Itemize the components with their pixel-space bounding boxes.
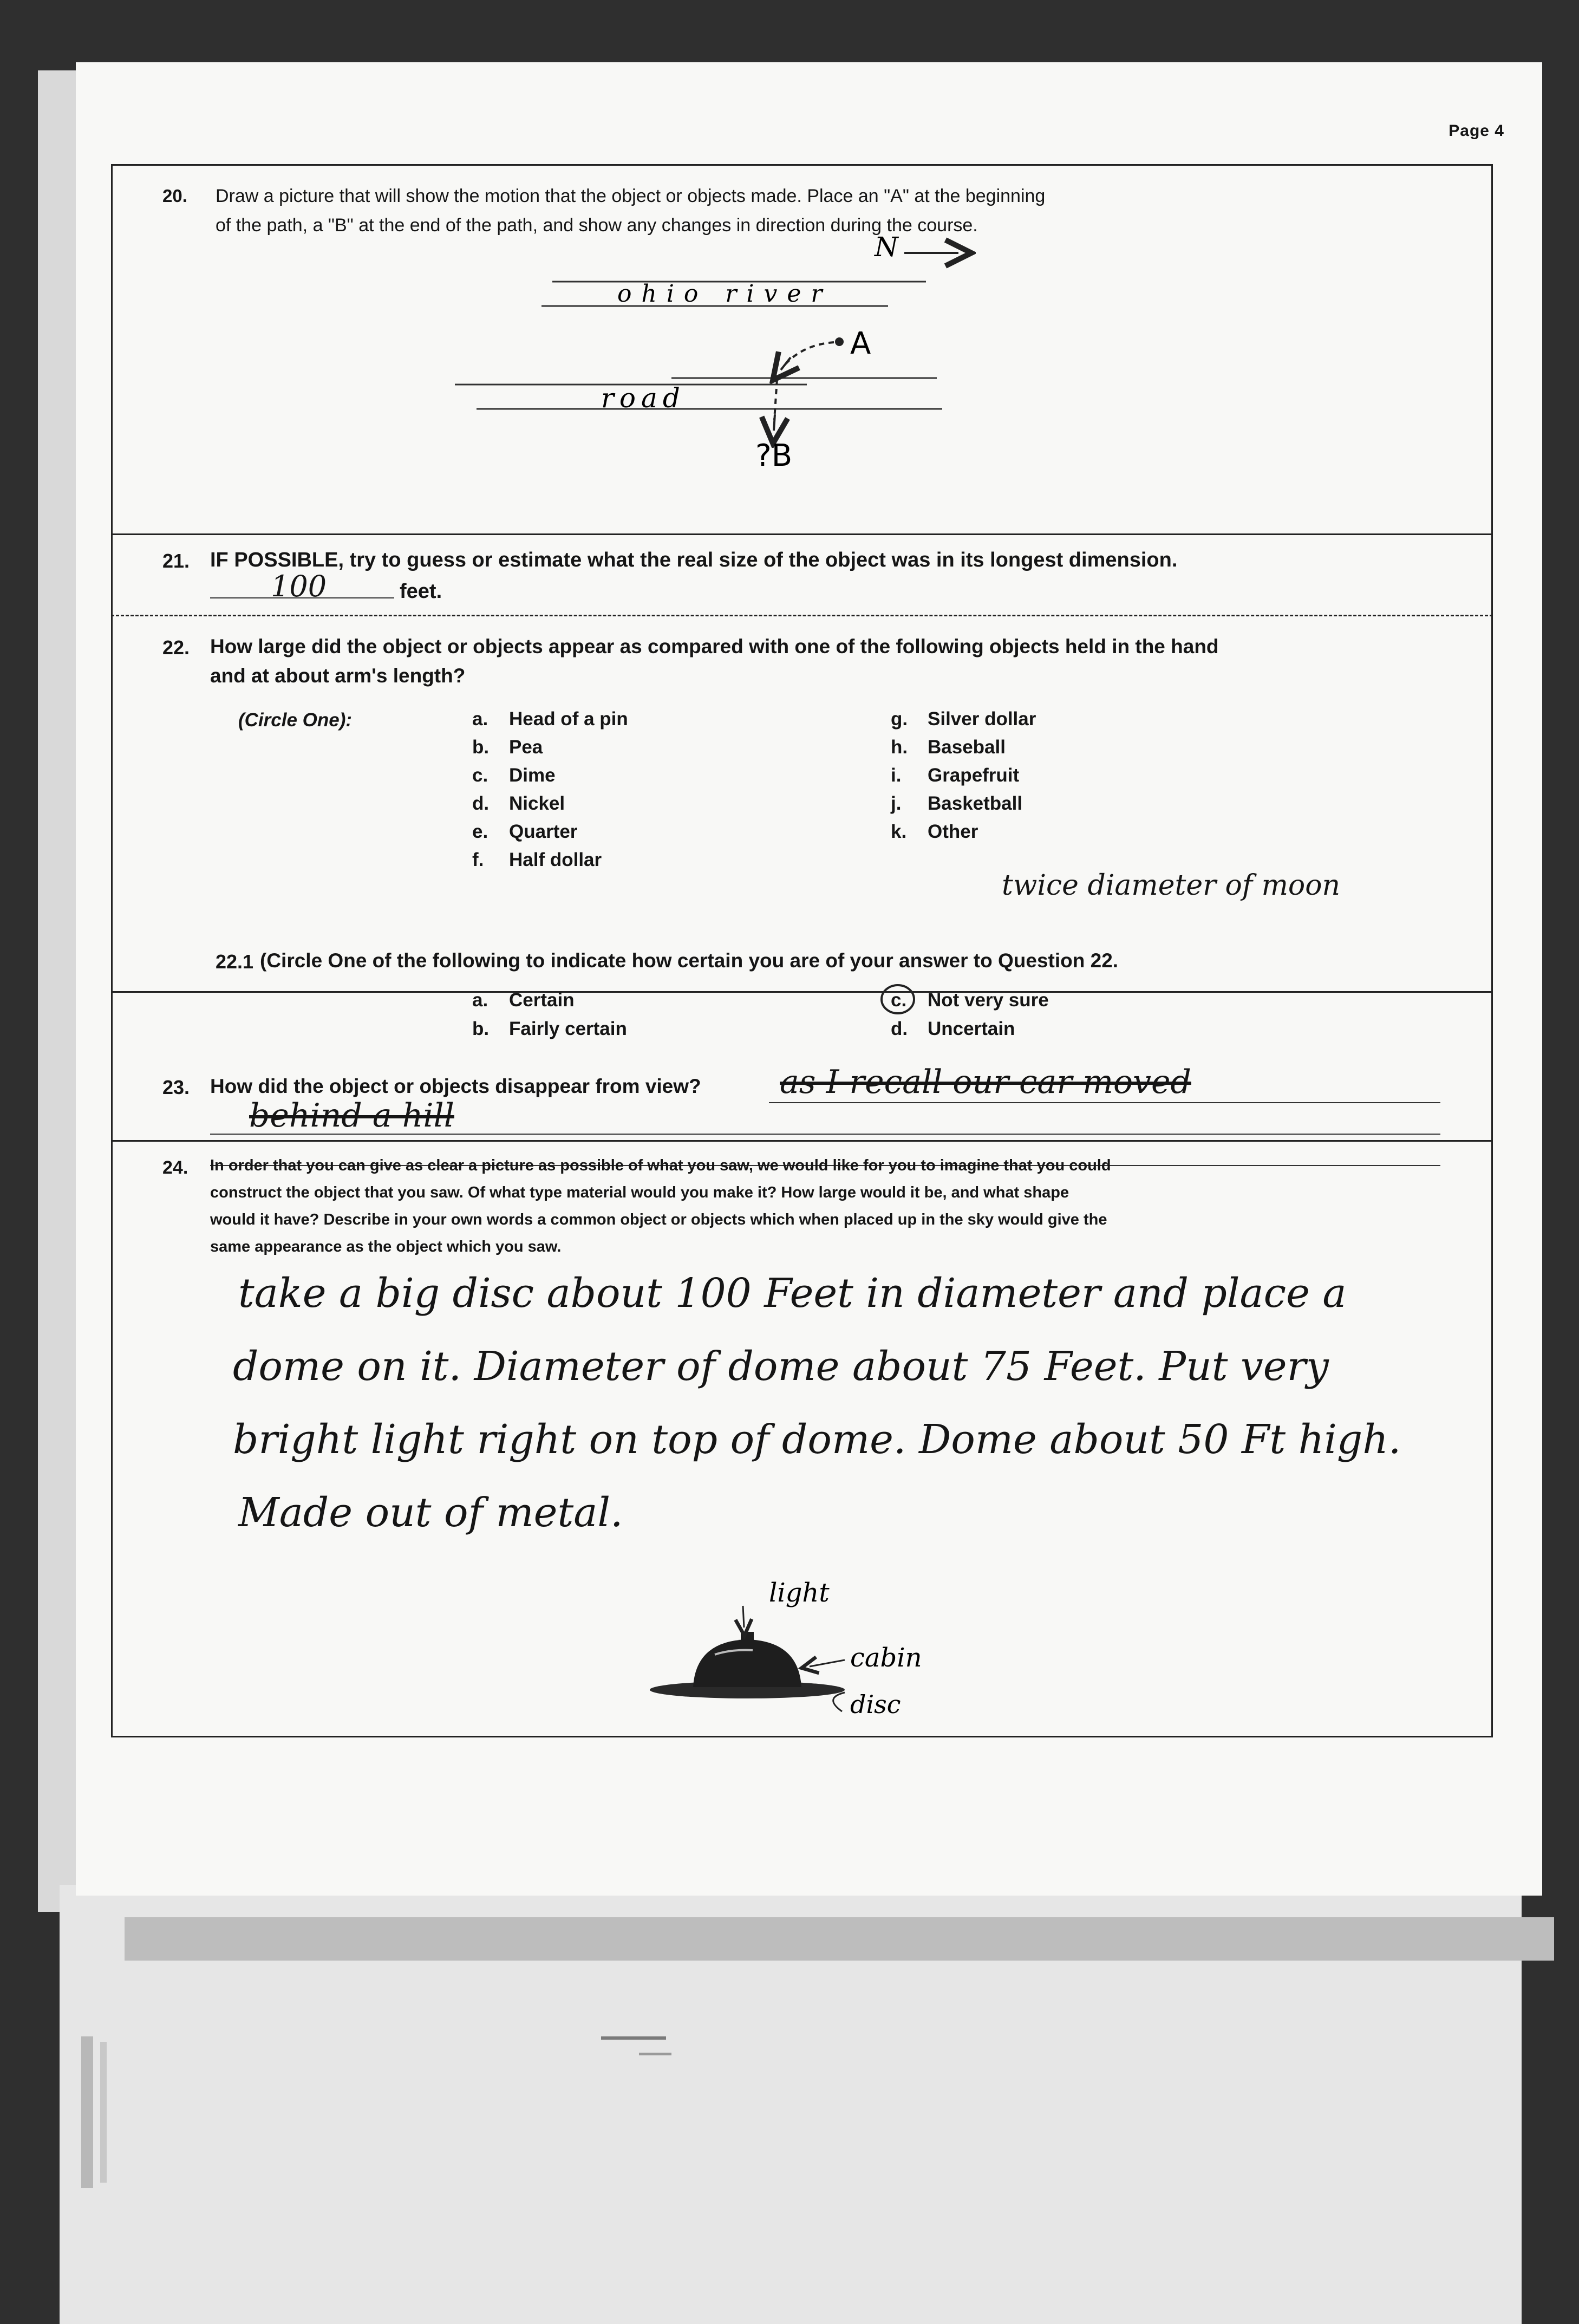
- option-item[interactable]: [472, 765, 556, 786]
- option-label: Head of a pin: [509, 708, 628, 730]
- question-20-number: 20.: [162, 186, 187, 206]
- option-label: Not very sure: [928, 990, 1049, 1011]
- option-letter: d.: [891, 1018, 908, 1039]
- object-sketch: [590, 1525, 969, 1730]
- disappear-answer-line-1: as I recall our car moved: [780, 1063, 1191, 1101]
- form-page: [76, 62, 1542, 1896]
- certainty-option[interactable]: [891, 1018, 1015, 1040]
- page-number: Page 4: [1448, 122, 1504, 140]
- option-item[interactable]: [891, 765, 1019, 786]
- question-22-1-text: (Circle One of the following to indicate how certain you are of your answer to Question 22.: [260, 949, 1119, 972]
- option-letter: k.: [891, 821, 907, 842]
- option-letter: d.: [472, 793, 490, 814]
- option-label: Certain: [509, 990, 575, 1011]
- description-line: take a big disc about 100 Feet in diameter and place a: [238, 1270, 1347, 1317]
- question-24-line-3: would it have? Describe in your own words a common object or objects which when placed up in the sky would give the: [210, 1211, 1107, 1228]
- path-arrow: [774, 414, 775, 431]
- option-label: Silver dollar: [928, 708, 1036, 730]
- description-line: dome on it. Diameter of dome about 75 Feet. Put very: [233, 1343, 1329, 1390]
- end-label-B: ?B: [755, 438, 793, 473]
- option-item[interactable]: [891, 737, 1006, 758]
- question-24-line-1: In order that you can give as clear a picture as possible of what you saw, we would like for you to imagine that you could: [210, 1157, 1111, 1174]
- description-line: bright light right on top of dome. Dome about 50 Ft high.: [233, 1416, 1401, 1463]
- light-label: light: [769, 1578, 830, 1608]
- option-letter: c.: [891, 990, 907, 1011]
- option-letter: i.: [891, 765, 902, 786]
- option-label: Basketball: [928, 793, 1023, 814]
- question-20-line-2: of the path, a "B" at the end of the path, and show any changes in direction during the course.: [216, 215, 978, 236]
- option-letter: e.: [472, 821, 488, 842]
- option-label: Nickel: [509, 793, 565, 814]
- option-item[interactable]: [891, 821, 978, 843]
- question-22-line-2: and at about arm's length?: [210, 665, 466, 687]
- option-letter: b.: [472, 1018, 490, 1039]
- option-item[interactable]: [472, 821, 577, 843]
- option-letter: g.: [891, 708, 908, 730]
- underlying-sheet-band: [125, 1917, 1554, 1961]
- question-22-1-number: 22.1: [216, 951, 254, 973]
- light-pointer: [743, 1606, 744, 1628]
- cabin-label: cabin: [850, 1643, 922, 1673]
- scan-mark: [100, 2042, 107, 2183]
- question-20-line-1: Draw a picture that will show the motion that the object or objects made. Place an "A" at the beginning: [216, 186, 1046, 206]
- option-item[interactable]: [472, 737, 543, 758]
- option-letter: f.: [472, 849, 484, 870]
- option-letter: a.: [472, 708, 488, 730]
- option-letter: a.: [472, 990, 488, 1011]
- cabin-pointer: [810, 1660, 845, 1666]
- description-line: Made out of metal.: [238, 1489, 623, 1536]
- certainty-option[interactable]: [472, 990, 575, 1011]
- option-label: Quarter: [509, 821, 578, 842]
- north-label: N: [875, 231, 898, 263]
- question-22-number: 22.: [162, 636, 190, 659]
- option-letter: j.: [891, 793, 902, 814]
- start-label-A: A: [850, 326, 871, 361]
- motion-path-segment: [784, 342, 834, 366]
- option-label: Fairly certain: [509, 1018, 627, 1039]
- option-label: Dime: [509, 765, 556, 786]
- path-arrow: [781, 357, 791, 370]
- option-label: Pea: [509, 737, 543, 758]
- circle-one-label: (Circle One):: [238, 709, 353, 731]
- option-letter: c.: [472, 765, 488, 786]
- option-item[interactable]: [891, 708, 1036, 730]
- option-letter: b.: [472, 737, 490, 758]
- question-24-line-4: same appearance as the object which you saw.: [210, 1238, 562, 1255]
- option-item[interactable]: [472, 849, 602, 871]
- option-label: Half dollar: [509, 849, 602, 870]
- scan-mark: [639, 2053, 671, 2055]
- disappear-answer-line-2: behind a hill: [249, 1097, 454, 1135]
- disc-label: disc: [850, 1690, 901, 1719]
- light-shape: [741, 1632, 754, 1642]
- disc-pointer: [833, 1692, 845, 1711]
- option-label: Uncertain: [928, 1018, 1015, 1039]
- option-label: Grapefruit: [928, 765, 1020, 786]
- question-22-text: [210, 632, 1483, 691]
- scan-mark: [601, 2036, 666, 2040]
- size-unit: feet.: [400, 580, 442, 603]
- question-21-text: IF POSSIBLE, try to guess or estimate what the real size of the object was in its longest dimension.: [210, 549, 1178, 571]
- start-point: [835, 337, 844, 346]
- other-answer: twice diameter of moon: [1002, 869, 1341, 902]
- scan-mark: [81, 2036, 93, 2188]
- question-22-line-1: How large did the object or objects appear as compared with one of the following objects held in the hand: [210, 635, 1219, 658]
- river-label: ohio river: [617, 280, 832, 308]
- selected-circle-mark: [877, 980, 921, 1018]
- question-24-text: [210, 1152, 1499, 1260]
- question-24-line-2: construct the object that you saw. Of what type material would you make it? How large would it be, and what shape: [210, 1184, 1069, 1201]
- answer-line: [769, 1102, 1440, 1103]
- certainty-option[interactable]: [472, 1018, 627, 1040]
- size-answer: 100: [271, 569, 327, 603]
- option-label: Other: [928, 821, 978, 842]
- question-23-number: 23.: [162, 1076, 190, 1098]
- question-21-number: 21.: [162, 550, 190, 572]
- option-item[interactable]: [891, 793, 1022, 815]
- option-label: Baseball: [928, 737, 1006, 758]
- cabin-dome-shape: [693, 1639, 801, 1687]
- option-letter: h.: [891, 737, 908, 758]
- question-23-text: How did the object or objects disappear from view?: [210, 1075, 701, 1097]
- road-label: road: [601, 382, 686, 414]
- option-item[interactable]: [472, 793, 565, 815]
- option-item[interactable]: [472, 708, 628, 730]
- scan-shadow-left: [38, 70, 76, 1912]
- question-24-number: 24.: [162, 1157, 188, 1178]
